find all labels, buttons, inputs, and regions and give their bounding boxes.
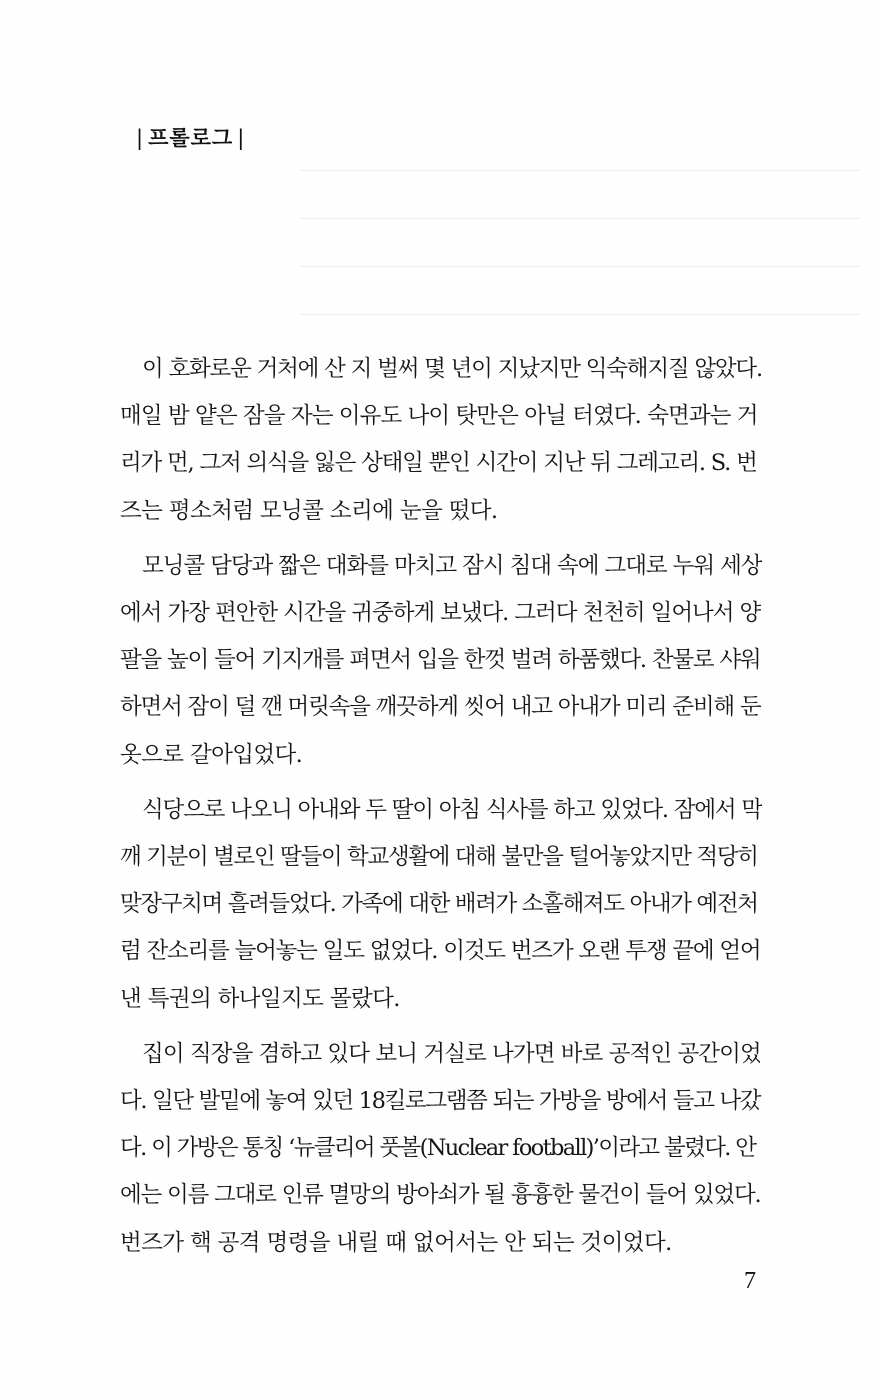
header-bar-right: | <box>237 126 246 150</box>
section-header <box>132 122 249 152</box>
text-line: 번즈가 핵 공격 명령을 내릴 때 없어서는 안 되는 것이었다. <box>120 1229 672 1256</box>
text-line: 다. 일단 발밑에 놓여 있던 18킬로그램쯤 되는 가방을 방에서 들고 나갔 <box>120 1088 761 1115</box>
text-line: 맞장구치며 흘려들었다. 가족에 대한 배려가 소홀해져도 아내가 예전처 <box>120 891 758 918</box>
bleed-through-texture <box>300 170 860 340</box>
text-line: 하면서 잠이 덜 깬 머릿속을 깨끗하게 씻어 내고 아내가 미리 준비해 둔 <box>120 694 761 721</box>
text-line: 팔을 높이 들어 기지개를 펴면서 입을 한껏 벌려 하품했다. 찬물로 샤워 <box>120 647 761 674</box>
text-line: 집이 직장을 겸하고 있다 보니 거실로 나가면 바로 공적인 공간이었 <box>142 1040 761 1067</box>
text-line: 식당으로 나오니 아내와 두 딸이 아침 식사를 하고 있었다. 잠에서 막 <box>142 796 762 823</box>
text-line: 에는 이름 그대로 인류 멸망의 방아쇠가 될 흉흉한 물건이 들어 있었다. <box>120 1182 761 1209</box>
text-line: 매일 밤 얕은 잠을 자는 이유도 나이 탓만은 아닐 터였다. 숙면과는 거 <box>120 403 758 430</box>
text-line: 옷으로 갈아입었다. <box>120 741 303 768</box>
text-line: 모닝콜 담당과 짧은 대화를 마치고 잠시 침대 속에 그대로 누워 세상 <box>142 552 762 579</box>
text-line: 다. 이 가방은 통칭 ‘뉴클리어 풋볼(Nuclear football)’이라고 불렸다. 안 <box>120 1135 756 1162</box>
text-line: 깨 기분이 별로인 딸들이 학교생활에 대해 불만을 털어놓았지만 적당히 <box>120 844 758 871</box>
section-title: 프롤로그 <box>148 126 234 150</box>
text-line: 이 호화로운 거처에 산 지 벌써 몇 년이 지났지만 익숙해지질 않았다. <box>142 356 762 382</box>
header-bar-left: | <box>136 126 145 150</box>
paragraph-4 <box>120 1031 762 1267</box>
paragraph-1 <box>120 346 762 535</box>
paragraph-3 <box>120 787 762 1023</box>
page-number: 7 <box>744 1268 756 1294</box>
body-text <box>120 346 762 1275</box>
text-line: 즈는 평소처럼 모닝콜 소리에 눈을 떴다. <box>120 497 498 524</box>
paragraph-2 <box>120 543 762 779</box>
text-line: 에서 가장 편안한 시간을 귀중하게 보냈다. 그러다 천천히 일어나서 양 <box>120 600 761 627</box>
text-line: 리가 먼, 그저 의식을 잃은 상태일 뿐인 시간이 지난 뒤 그레고리. S. 번 <box>120 450 757 477</box>
text-line: 럼 잔소리를 늘어놓는 일도 없었다. 이것도 번즈가 오랜 투쟁 끝에 얻어 <box>120 938 761 965</box>
text-line: 낸 특권의 하나일지도 몰랐다. <box>120 985 400 1012</box>
